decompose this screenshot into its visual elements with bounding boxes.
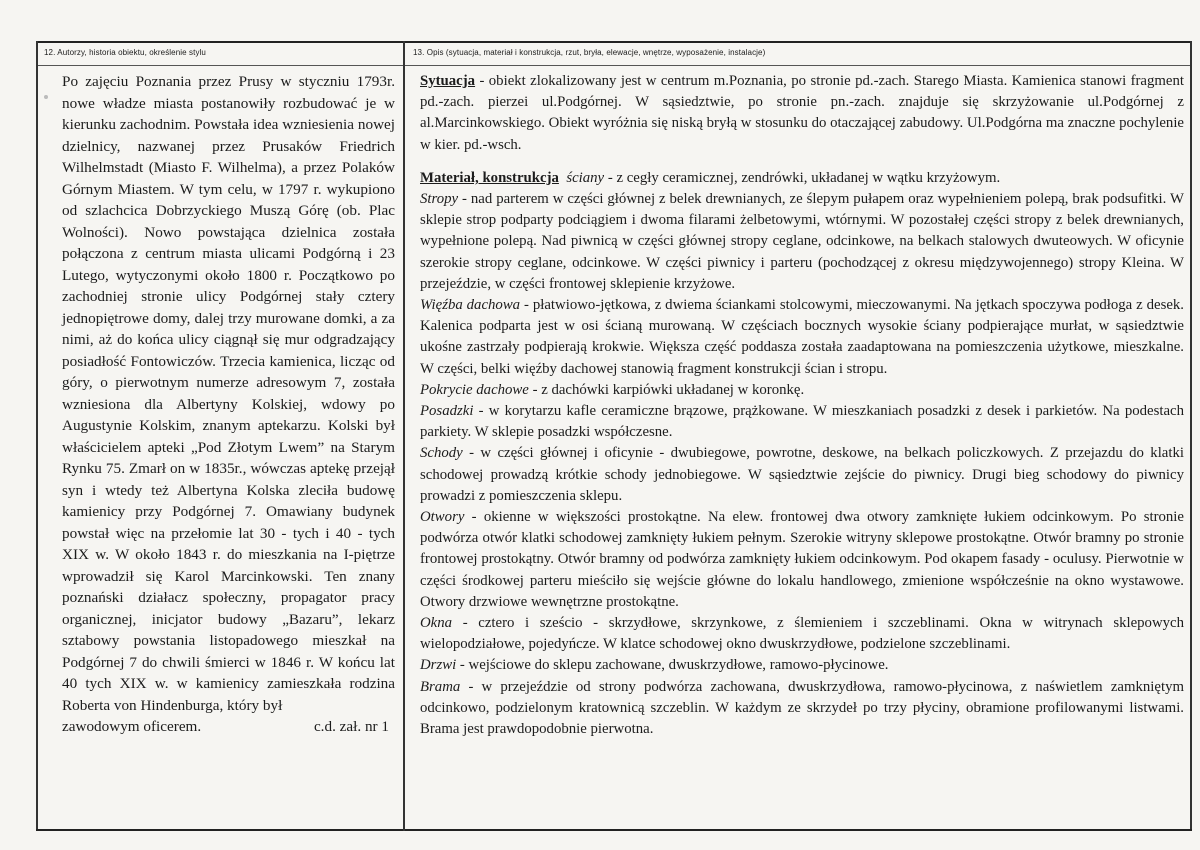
- section-13-header: 13. Opis (sytuacja, materiał i konstrukcja, rzut, bryła, elewacje, wnętrze, wyposażenie, instalacje): [413, 48, 766, 57]
- desc-label: Materiał, konstrukcja: [420, 169, 559, 186]
- desc-label: Schody: [420, 445, 463, 462]
- history-text: Po zajęciu Poznania przez Prusy w styczniu 1793r. nowe władze miasta postanowiły rozbudować je w kierunku zachodnim. Powstała idea wzniesienia nowej dzielnicy, nazwanej przez Prusaków Friedrich Wilhelmstadt (Miasto F. Wilhelma), a przez Polaków Górnym Miastem. W tym celu, w 1797 r. wykupiono od szlachcica Dobrzyckiego Muszą Górę (ob. Plac Wolności). Nowo powstająca dzielnica została połączona z centrum miasta ulicami Podgórną i 23 Lutego, wytyczonymi około 1800 r. Początkowo po zachodniej stronie ulicy Podgórnej stały cztery jednopiętrowe domy, dalej trzy murowane domki, a za nimi, aż do końca ulicy ciągnął się mur odgradzający posiadłość Fontowiczów. Trzecia kamienica, licząc od góry, o pierwotnym numerze adresowym 7, została wzniesiona dla Albertyny Kolskiej, wdowy po Augustynie Kolskim, znanym aptekarzu. Kolski był właścicielem apteki „Pod Złotym Lwem” na Starym Rynku 75. Zmarł on w 1835r., wówczas aptekę przejął syn i wtedy też Albertyna Kolska zleciła budowę kamienicy przy Podgórnej 7. Omawiany budynek powstał więc na przełomie lat 30 - tych i 40 - tych XIX w. W około 1843 r. do mieszkania na I-piętrze wprowadził się Karol Marcinkowski. Ten znany poznański działacz społeczny, propagator pracy organicznej, inicjator budowy „Bazaru”, lekarz sztabowy powstania listopadowego mieszkał na Podgórnej 7 do chwili śmierci w 1846 r. W końcu lat 40 tych XIX w. w kamienicy zamieszkała rodzina Roberta von Hindenburga, który był: [62, 73, 395, 714]
- continued-note: c.d. zał. nr 1: [313, 718, 389, 735]
- desc-label: Posadzki: [420, 403, 474, 420]
- frame-top-line: [36, 41, 1192, 43]
- desc-text: - z cegły ceramicznej, zendrówki, układanej w wątku krzyżowym.: [604, 169, 1001, 186]
- desc-text: - cztero i sześcio - skrzydłowe, skrzynkowe, z ślemieniem i szczeblinami. Okna w witrynach sklepowych wielopodziałowe, pojedyńcze. W klatce schodowej okno dwuskrzydłowe, podzielone szczeblinami.: [420, 615, 1184, 653]
- frame-right-line: [1190, 41, 1192, 831]
- desc-sytuacja: [420, 71, 1184, 156]
- desc-brama: [420, 677, 1184, 741]
- desc-wiezba: [420, 295, 1184, 380]
- desc-okna: [420, 613, 1184, 655]
- desc-sublabel: ściany: [566, 169, 605, 186]
- desc-text: - w korytarzu kafle ceramiczne brązowe, prążkowane. W mieszkaniach posadzki z desek i parkietów. Na podestach parkiety. W sklepie posadzki współczesne.: [420, 403, 1184, 441]
- desc-label: Sytuacja: [420, 73, 476, 89]
- desc-text: - obiekt zlokalizowany jest w centrum m.Poznania, po stronie pd.-zach. Starego Miasta. Kamienica stanowi fragment pd.-zach. pierzei ul.Podgórnej. W sąsiedztwie, po stronie pn.-zach. znajduje się skrzyżowanie ul.Podgórnej z al.Marcinkowskiego. Obiekt wyróżnia się niską bryłą w stosunku do otaczającej zabudowy. Ul.Podgórna ma znaczne pochylenie w kier. pd.-wsch.: [420, 73, 1184, 153]
- desc-label: Stropy: [420, 191, 459, 208]
- desc-label: Otwory: [420, 509, 465, 526]
- frame-bottom-line: [36, 829, 1192, 831]
- desc-material: [420, 168, 1184, 189]
- history-last-text: zawodowym oficerem.: [62, 718, 202, 735]
- header-rule: [36, 65, 1192, 66]
- desc-otwory: [420, 507, 1184, 613]
- description-column: [420, 71, 1184, 740]
- history-column: [62, 71, 395, 738]
- desc-text: - okienne w większości prostokątne. Na elew. frontowej dwa otwory zamknięte łukiem odcinkowym. Po stronie podwórza otwór klatki schodowej zamknięty łukiem pełnym. Szerokie witryny sklepowe prostokątne. Otwór bramny po stronie frontowej prostokątny. Otwór bramny od podwórza zamknięty łukiem odcinkowym. Pod okapem fasady - oculusy. Pierwotnie w części środkowej parteru mieściło się wejście główne do lokalu handlowego, zmienione współcześnie na okno wystawowe. Otwory drzwiowe wewnętrzne prostokątne.: [420, 509, 1184, 610]
- history-last-line: [62, 716, 395, 738]
- section-12-header: 12. Autorzy, historia obiektu, określenie stylu: [44, 48, 206, 57]
- desc-drzwi: [420, 655, 1184, 676]
- desc-text: - nad parterem w części głównej z belek drewnianych, ze ślepym pułapem oraz wypełnieniem polepą, brak podsufitki. W sklepie strop podparty podciągiem i dwoma filarami żelbetowymi, wtórnymi. W pozostałej części stropy z belek drewnianych, wypełnione polepą. Nad piwnicą w części głównej stropy ceglane, odcinkowe, na belkach stalowych dwuteowych. W oficynie szerokie stropy ceglane, odcinkowe. W części piwnicy i parteru (pochodzącej z okresu międzywojennego) stropy Kleina. W przejeździe, w części frontowej sklepienie krzyżowe.: [420, 191, 1184, 292]
- desc-label: Okna: [420, 615, 453, 632]
- desc-label: Brama: [420, 678, 461, 695]
- desc-label: Więźba dachowa: [420, 297, 521, 314]
- desc-pokrycie: [420, 380, 1184, 401]
- desc-text: - płatwiowo-jętkowa, z dwiema ściankami stolcowymi, mieczowanymi. Na jętkach spoczywa podłoga z desek. Kalenica podparta jest w osi ścianą murowaną. W częściach bocznych wysokie ściany podpierające murłat, w sąsiedztwie ukośne zastrzały podpierają krokwie. Większa część poddasza została zaadaptowana na pomieszczenia użytkowe, mieszkalne. W części, belki więźby dachowej stanowią fragment konstrukcji ścian i stropu.: [420, 297, 1184, 377]
- desc-text: - w części głównej i oficynie - dwubiegowe, powrotne, deskowe, na belkach policzkowych. Z przejazdu do klatki schodowej prowadzą krótkie schody jednobiegowe. W sąsiedztwie zejście do piwnicy. Drugi bieg schodowy do piwnicy prowadzi z pomieszczenia sklepu.: [420, 445, 1184, 504]
- desc-text: - w przejeździe od strony podwórza zachowana, dwuskrzydłowa, ramowo-płycinowa, z naświetlem zamkniętym odcinkowo, podzielonym kratownicą szczeblin. W każdym ze skrzydeł po trzy płyciny, obramione profilowanymi listwami. Brama jest prawdopodobnie pierwotna.: [420, 678, 1184, 738]
- desc-stropy: [420, 189, 1184, 295]
- desc-text: - z dachówki karpiówki układanej w koronkę.: [528, 381, 805, 398]
- desc-label: Pokrycie dachowe: [420, 381, 529, 398]
- desc-text: - wejściowe do sklepu zachowane, dwuskrzydłowe, ramowo-płycinowe.: [456, 657, 889, 674]
- frame-left-line: [36, 41, 38, 831]
- punch-hole-mark: [44, 95, 48, 99]
- column-divider: [403, 41, 405, 831]
- desc-posadzki: [420, 401, 1184, 443]
- desc-schody: [420, 443, 1184, 507]
- desc-label: Drzwi: [420, 657, 457, 674]
